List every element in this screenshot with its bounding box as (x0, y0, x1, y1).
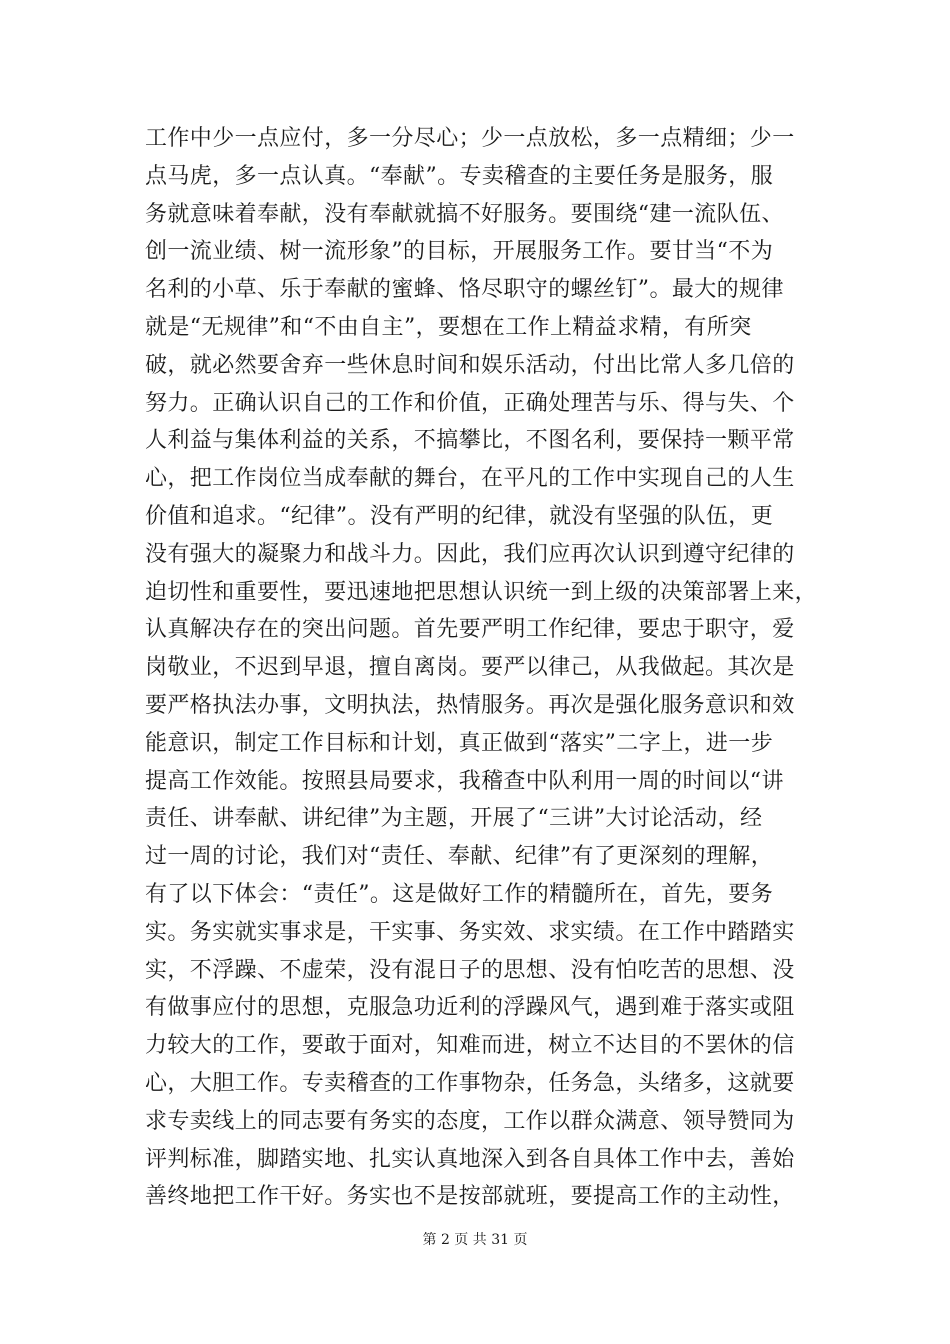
text-line: 责任、讲奉献、讲纪律”为主题，开展了“三讲”大讨论活动，经 (145, 806, 763, 832)
text-line: 有了以下体会：“责任”。这是做好工作的精髓所在，首先，要务 (145, 881, 774, 907)
text-line: 能意识，制定工作目标和计划，真正做到“落实”二字上，进一步 (145, 730, 774, 756)
text-line: 价值和追求。“纪律”。没有严明的纪律，就没有坚强的队伍，更 (145, 503, 774, 529)
text-line: 名利的小草、乐于奉献的蜜蜂、恪尽职守的螺丝钉”。最大的规律 (145, 277, 784, 303)
text-line: 认真解决存在的突出问题。首先要严明工作纪律，要忠于职守，爱 (145, 617, 795, 643)
text-line: 工作中少一点应付，多一分尽心；少一点放松，多一点精细；少一 (145, 126, 795, 151)
text-line: 要严格执法办事，文明执法，热情服务。再次是强化服务意识和效 (145, 692, 795, 718)
text-line: 力较大的工作，要敢于面对，知难而进，树立不达目的不罢休的信 (145, 1033, 795, 1059)
text-line: 务就意味着奉献，没有奉献就搞不好服务。要围绕“建一流队伍、 (145, 201, 784, 227)
text-line: 人利益与集体利益的关系，不搞攀比，不图名利，要保持一颗平常 (145, 428, 795, 454)
text-line: 心，大胆工作。专卖稽查的工作事物杂，任务急，头绪多，这就要 (145, 1070, 795, 1096)
text-line: 实。务实就实事求是，干实事、务实效、求实绩。在工作中踏踏实 (145, 919, 795, 945)
text-line: 实，不浮躁、不虚荣，没有混日子的思想、没有怕吃苦的思想、没 (145, 957, 795, 983)
body-text (145, 120, 818, 1216)
text-line: 有做事应付的思想，克服急功近利的浮躁风气，遇到难于落实或阻 (145, 995, 795, 1021)
text-line: 迫切性和重要性，要迅速地把思想认识统一到上级的决策部署上来， (145, 579, 818, 605)
text-line: 努力。正确认识自己的工作和价值，正确处理苦与乐、得与失、个 (145, 390, 795, 416)
text-line: 就是“无规律”和“不由自主”，要想在工作上精益求精，有所突 (145, 314, 752, 340)
text-line: 没有强大的凝聚力和战斗力。因此，我们应再次认识到遵守纪律的 (145, 541, 795, 567)
text-line: 破，就必然要舍弃一些休息时间和娱乐活动，付出比常人多几倍的 (145, 352, 795, 378)
text-line: 岗敬业，不迟到早退，擅自离岗。要严以律己，从我做起。其次是 (145, 655, 795, 681)
text-line: 点马虎，多一点认真。“奉献”。专卖稽查的主要任务是服务，服 (145, 163, 774, 189)
text-line: 提高工作效能。按照县局要求，我稽查中队利用一周的时间以“讲 (145, 768, 784, 794)
text-line: 过一周的讨论，我们对“责任、奉献、纪律”有了更深刻的理解， (145, 844, 774, 870)
page-number-footer: 第 2 页 共 31 页 (422, 1232, 528, 1248)
text-line: 善终地把工作干好。务实也不是按部就班，要提高工作的主动性， (145, 1184, 795, 1210)
text-line: 心，把工作岗位当成奉献的舞台，在平凡的工作中实现自己的人生 (145, 466, 795, 492)
text-line: 创一流业绩、树一流形象”的目标，开展服务工作。要甘当“不为 (145, 239, 774, 265)
text-line: 评判标准，脚踏实地、扎实认真地深入到各自具体工作中去，善始 (145, 1146, 795, 1172)
text-line: 求专卖线上的同志要有务实的态度，工作以群众满意、领导赞同为 (145, 1108, 795, 1134)
